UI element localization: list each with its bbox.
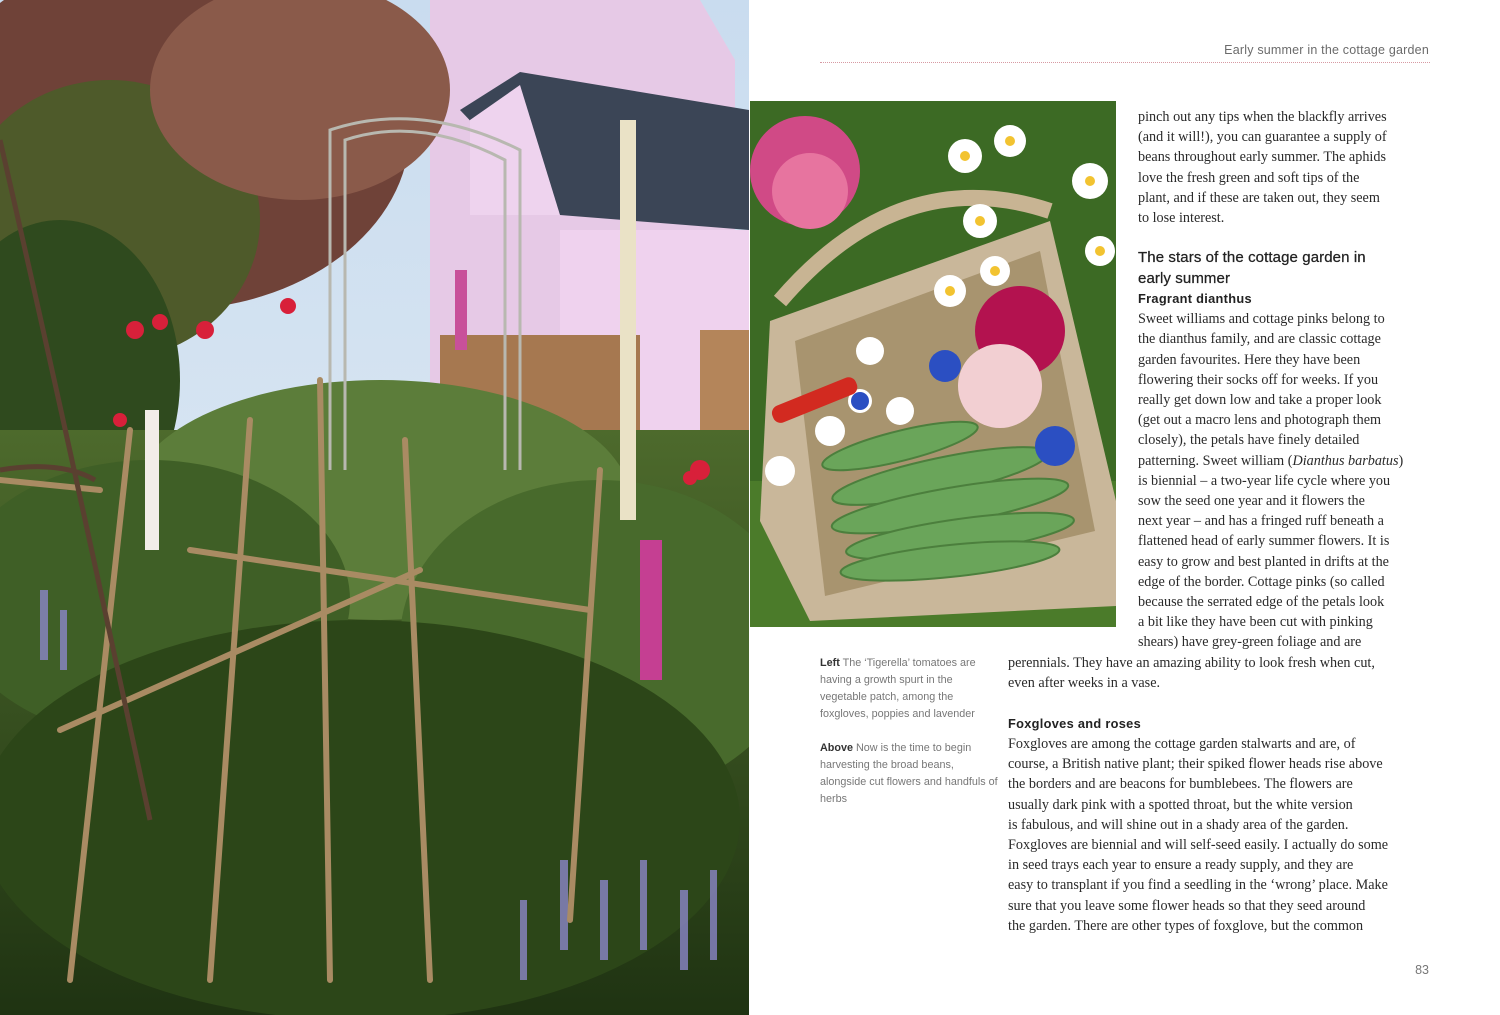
- dianthus-line: really get down low and take a proper look: [1138, 392, 1382, 409]
- foxgloves-line: in seed trays each year to ensure a ready supply, and they are: [1008, 857, 1354, 874]
- dianthus-line: even after weeks in a vase.: [1008, 675, 1161, 692]
- intro-line-6: to lose interest.: [1138, 210, 1225, 227]
- running-head: Early summer in the cottage garden: [1224, 43, 1429, 57]
- dianthus-line: a bit like they have been cut with pinking: [1138, 614, 1373, 631]
- dianthus-line: flowering their socks off for weeks. If you: [1138, 371, 1379, 388]
- dianthus-line: the dianthus family, and are classic cottage: [1138, 331, 1381, 348]
- caption-above-text: Now is the time to begin harvesting the broad beans, alongside cut flowers and handfuls of herbs: [820, 742, 998, 805]
- dianthus-line-with-latin-name: [1138, 451, 1430, 471]
- dianthus-line: shears) have grey-green foliage and are: [1138, 634, 1362, 651]
- dianthus-line: easy to grow and best planted in drifts at the: [1138, 553, 1389, 570]
- foxgloves-line: usually dark pink with a spotted throat, but the white version: [1008, 796, 1353, 813]
- latin-after: ): [1398, 452, 1404, 469]
- garden-photo: [0, 0, 749, 1015]
- foxgloves-line: the garden. There are other types of foxglove, but the common: [1008, 917, 1364, 934]
- running-head-rule: [820, 62, 1430, 63]
- page-number: 83: [1415, 963, 1429, 977]
- dianthus-line: flattened head of early summer flowers. It is: [1138, 533, 1390, 550]
- dianthus-line: Sweet williams and cottage pinks belong to: [1138, 311, 1385, 328]
- dianthus-line: garden favourites. Here they have been: [1138, 351, 1361, 368]
- foxgloves-line: Foxgloves are biennial and will self-seed easily. I actually do some: [1008, 837, 1389, 854]
- intro-line-2: (and it will!), you can guarantee a supply of: [1138, 129, 1387, 146]
- garden-photo-illustration: [0, 0, 749, 1015]
- foxgloves-line: the borders and are beacons for bumblebees. The flowers are: [1008, 776, 1353, 793]
- dianthus-line: next year – and has a fringed ruff beneath a: [1138, 513, 1384, 530]
- basket-photo: [750, 101, 1116, 627]
- dianthus-line: because the serrated edge of the petals look: [1138, 594, 1385, 611]
- caption-above-label: Above: [820, 742, 853, 754]
- dianthus-line: sow the seed one year and it flowers the: [1138, 493, 1365, 510]
- dianthus-line: closely), the petals have finely detailed: [1138, 432, 1360, 449]
- foxgloves-section: [1008, 714, 1432, 936]
- section-heading-line-2: early summer: [1138, 269, 1231, 287]
- caption-left-text: The ‘Tigerella’ tomatoes are having a growth spurt in the vegetable patch, among the foxgloves, poppies and lavender: [820, 657, 976, 720]
- foxgloves-line: sure that you leave some flower heads so that they seed around: [1008, 897, 1366, 914]
- latin-name: Dianthus barbatus: [1292, 452, 1399, 469]
- dianthus-line: is biennial – a two-year life cycle where you: [1138, 472, 1391, 489]
- caption-above: [820, 740, 998, 808]
- foxgloves-line: is fabulous, and will shine out in a shady area of the garden.: [1008, 816, 1349, 833]
- dianthus-line: perennials. They have an amazing ability to look fresh when cut,: [1008, 655, 1375, 671]
- dianthus-heading: Fragrant dianthus: [1138, 291, 1252, 307]
- dianthus-line: (get out a macro lens and photograph them: [1138, 412, 1382, 429]
- foxgloves-heading: Foxgloves and roses: [1008, 716, 1142, 731]
- latin-before: patterning. Sweet william (: [1138, 452, 1293, 469]
- basket-photo-illustration: [750, 101, 1116, 627]
- intro-line-4: love the fresh green and soft tips of the: [1138, 169, 1360, 186]
- caption-left: [820, 655, 998, 723]
- foxgloves-line: Foxgloves are among the cottage garden stalwarts and are, of: [1008, 736, 1356, 752]
- intro-line-1: pinch out any tips when the blackfly arrives: [1138, 109, 1387, 125]
- foxgloves-line: easy to transplant if you find a seedling in the ‘wrong’ place. Make: [1008, 877, 1388, 894]
- dianthus-line: edge of the border. Cottage pinks (so called: [1138, 573, 1385, 590]
- section-heading-line-1: The stars of the cottage garden in: [1138, 249, 1366, 267]
- intro-line-5: plant, and if these are taken out, they seem: [1138, 189, 1380, 206]
- caption-left-label: Left: [820, 657, 840, 669]
- photo-captions: [820, 655, 998, 825]
- intro-line-3: beans throughout early summer. The aphids: [1138, 149, 1386, 166]
- dianthus-continuation: [1008, 653, 1432, 693]
- section-heading: [1138, 248, 1430, 289]
- intro-and-dianthus-column: [1138, 107, 1430, 653]
- foxgloves-line: course, a British native plant; their spiked flower heads rise above: [1008, 756, 1383, 773]
